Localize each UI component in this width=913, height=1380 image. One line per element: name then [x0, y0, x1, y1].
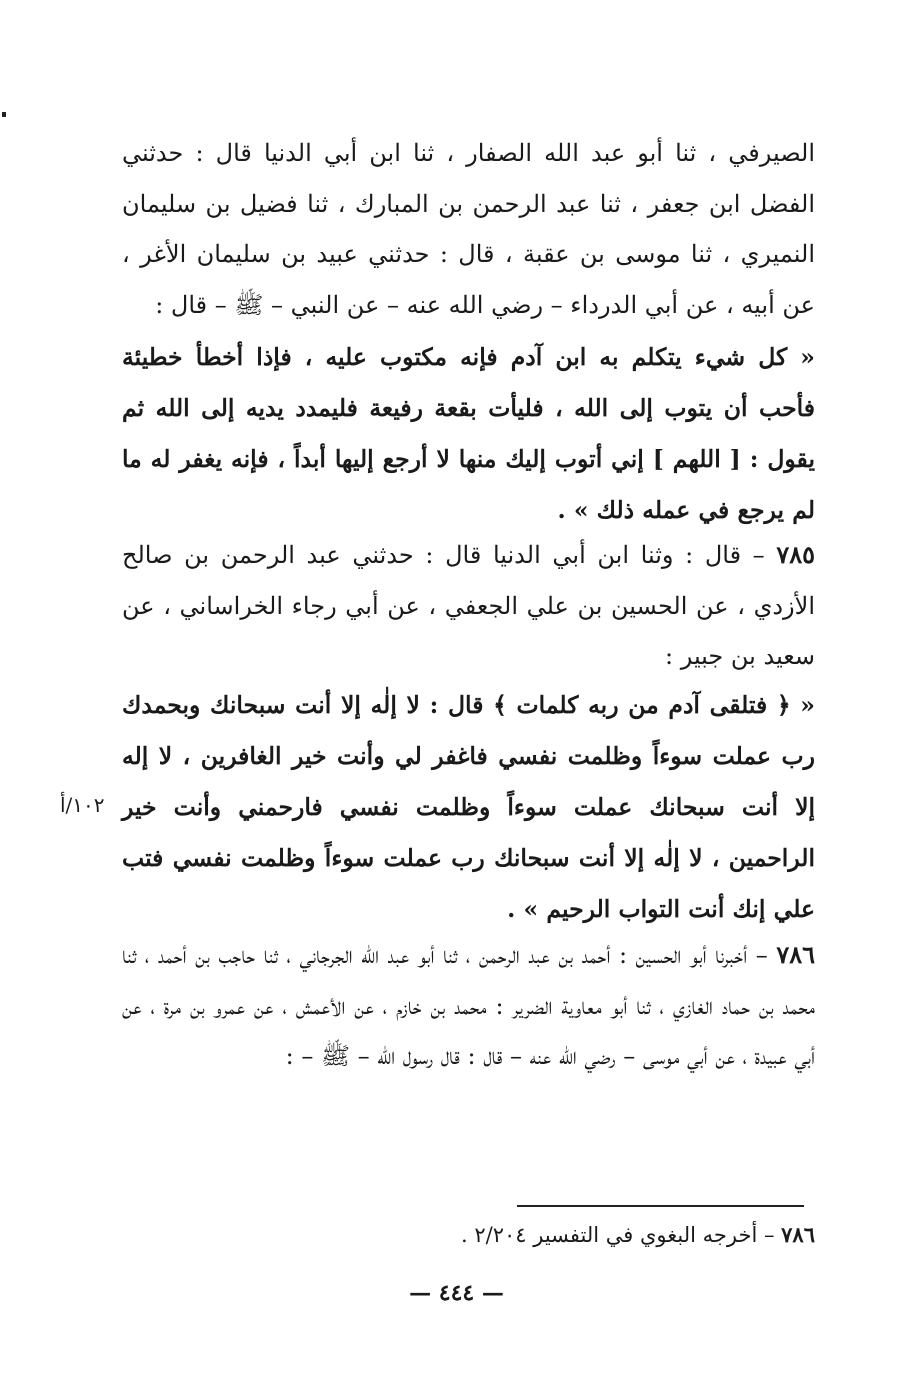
scan-speck — [2, 112, 6, 117]
paragraph-text — [122, 930, 815, 1082]
paragraph-isnad-1 — [122, 128, 815, 330]
paragraph-786 — [122, 930, 815, 1082]
paragraph-body: – أخبرنا أبو الحسين : أحمد بن عبد الرحمن ، ثنا أبو عبد الله الجرجاني ، ثنا حاجب بن أحمد ، ثنا محمد بن حماد الغازي ، ثنا أبو معاوية الضرير : محمد بن خازم ، عن الأعمش ، عن عمرو بن مرة ، عن أبي عبيدة ، عن أبي موسى – رضي الله عنه – قال : قال رسول الله – ﷺ – : — [122, 941, 815, 1070]
paragraph-quote-785 — [122, 680, 815, 935]
paragraph-text — [122, 530, 815, 682]
hadith-number: ٧٨٦ — [776, 940, 815, 969]
paragraph-text: « كل شيء يتكلم به ابن آدم فإنه مكتوب عليه ، فإذا أخطأ خطيئة فأحب أن يتوب إلى الله ، فليأت بقعة رفيعة فليمدد يديه إلى الله ثم يقول : [ اللهم ] إني أتوب إليك منها لا أرجع إليها أبداً ، فإنه يغفر له ما لم يرجع في عمله ذلك » . — [122, 343, 815, 524]
paragraph-text: « ﴿ فتلقى آدم من ربه كلمات ﴾ قال : لا إلٰه إلا أنت سبحانك وبحمدك رب عملت سوءاً وظلمت نفسي فاغفر لي وأنت خير الغافرين ، لا إله إلا أنت سبحانك عملت سوءاً وظلمت نفسي فارحمني وأنت خير الراحمين ، لا إلٰه إلا أنت سبحانك رب عملت سوءاً وظلمت نفسي فتب علي إنك أنت التواب الرحيم » . — [122, 691, 815, 923]
footnote-text: – أخرجه البغوي في التفسير ٢/٢٠٤ . — [461, 1223, 782, 1247]
footnote-divider — [517, 1205, 804, 1207]
footnote — [461, 1218, 815, 1252]
paragraph-text: الصيرفي ، ثنا أبو عبد الله الصفار ، ثنا ابن أبي الدنيا قال : حدثني الفضل ابن جعفر ، ثنا عبد الرحمن بن المبارك ، ثنا فضيل بن سليمان النميري ، ثنا موسى بن عقبة ، قال : حدثني عبيد بن سليمان الأغر ، عن أبيه ، عن أبي الدرداء – رضي الله عنه – عن النبي – ﷺ – قال : — [122, 139, 815, 319]
paragraph-hadith-1 — [122, 332, 815, 536]
paragraph-body: – قال : وثنا ابن أبي الدنيا قال : حدثني عبد الرحمن بن صالح الأزدي ، عن الحسين بن علي الجعفي ، عن أبي رجاء الخراساني ، عن سعيد بن جبير : — [122, 541, 815, 670]
page-number: — ٤٤٤ — — [409, 1280, 504, 1306]
margin-manuscript-ref: ١٠٢/أ — [60, 793, 105, 817]
footnote-number: ٧٨٦ — [781, 1222, 815, 1247]
hadith-number: ٧٨٥ — [776, 540, 815, 569]
paragraph-785 — [122, 530, 815, 682]
